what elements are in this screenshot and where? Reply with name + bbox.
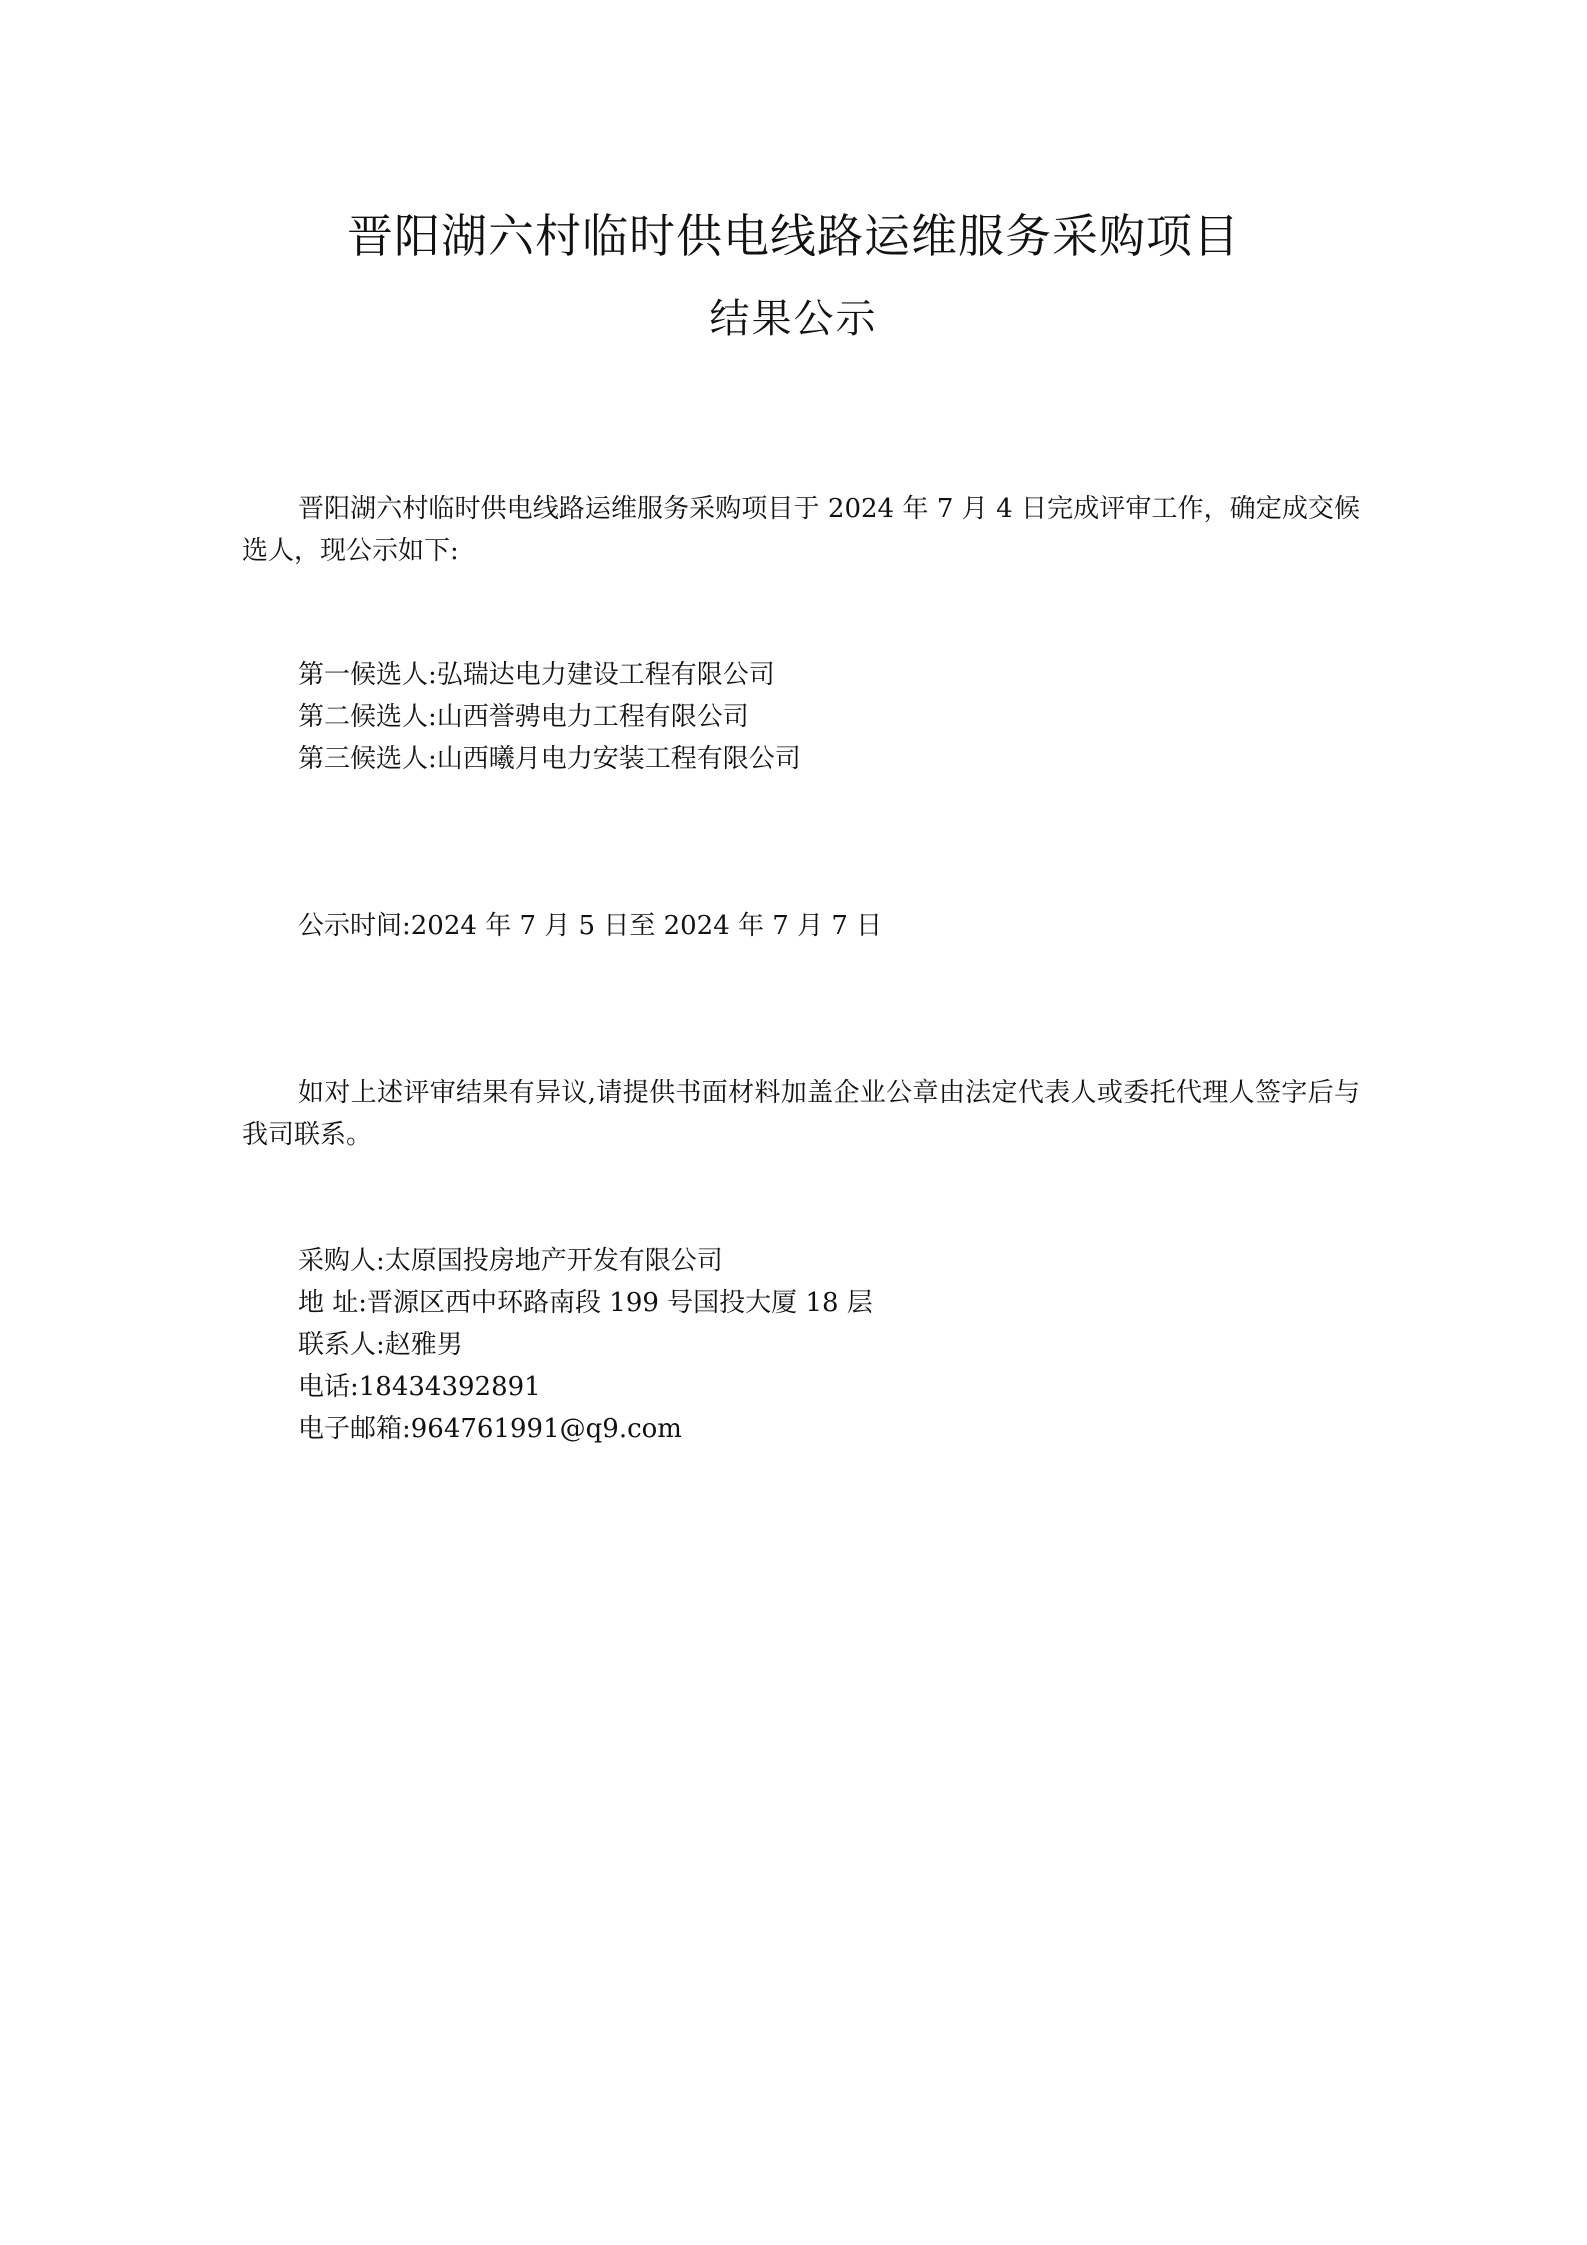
document-subtitle: 结果公示 — [709, 296, 878, 342]
intro-paragraph: 晋阳湖六村临时供电线路运维服务采购项目于 2024 年 7 月 4 日完成评审工作，确定成交候选人，现公示如下: — [242, 494, 1360, 566]
objection-paragraph: 如对上述评审结果有异议,请提供书面材料加盖企业公章由法定代表人或委托代理人签字后与我司联系。 — [242, 1078, 1360, 1150]
notice-period: 公示时间:2024 年 7 月 5 日至 2024 年 7 月 7 日 — [298, 911, 883, 941]
candidate-third: 第三候选人:山西曦月电力安装工程有限公司 — [298, 744, 801, 774]
contact-phone: 电话:18434392891 — [298, 1372, 541, 1402]
contact-person: 联系人:赵雅男 — [298, 1330, 463, 1360]
contact-address: 地 址:晋源区西中环路南段 199 号国投大厦 18 层 — [298, 1288, 873, 1318]
document-title: 晋阳湖六村临时供电线路运维服务采购项目 — [347, 209, 1240, 263]
contact-email: 电子邮箱:964761991@q9.com — [298, 1414, 682, 1444]
candidate-first: 第一候选人:弘瑞达电力建设工程有限公司 — [298, 660, 775, 690]
candidate-second: 第二候选人:山西誉骋电力工程有限公司 — [298, 702, 749, 732]
contact-purchaser: 采购人:太原国投房地产开发有限公司 — [298, 1246, 723, 1276]
